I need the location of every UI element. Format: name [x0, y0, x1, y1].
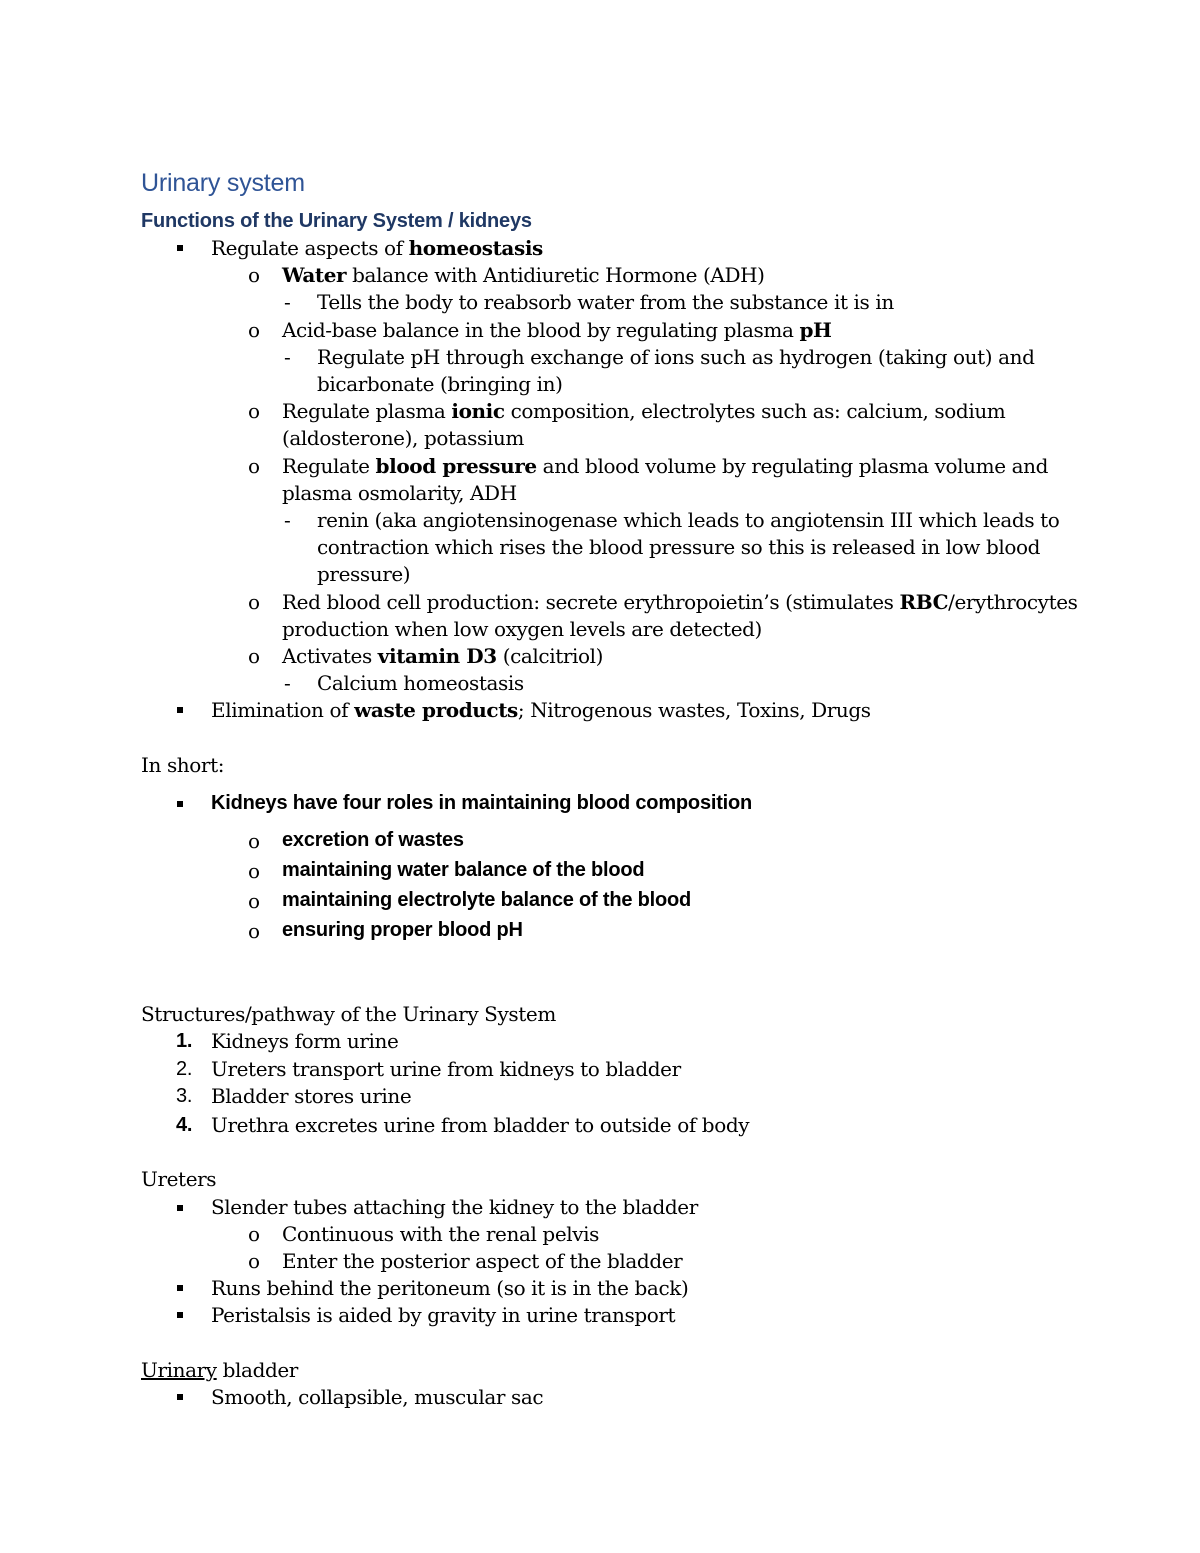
list-item: Enter the posterior aspect of the bladder: [282, 1249, 683, 1273]
list-item: Red blood cell production: secrete erythropoietin’s (stimulates RBC/erythrocytes: [282, 590, 1078, 614]
list-item-continuation: bicarbonate (bringing in): [317, 372, 563, 396]
bullet-dash-icon: -: [284, 290, 291, 314]
section-heading-functions: Functions of the Urinary System / kidneys: [141, 210, 532, 232]
list-number: 1.: [176, 1030, 193, 1052]
list-item: Tells the body to reabsorb water from the substance it is in: [317, 290, 894, 314]
list-item: Continuous with the renal pelvis: [282, 1222, 600, 1246]
list-number: 3.: [176, 1085, 193, 1107]
list-item: Urethra excretes urine from bladder to outside of body: [211, 1113, 750, 1137]
list-item: Smooth, collapsible, muscular sac: [211, 1385, 544, 1409]
list-item: Calcium homeostasis: [317, 671, 524, 695]
list-item: Regulate plasma ionic composition, electrolytes such as: calcium, sodium: [282, 399, 1006, 423]
bullet-circle-icon: o: [248, 919, 260, 943]
bullet-circle-icon: o: [248, 889, 260, 913]
list-item: Ureters transport urine from kidneys to bladder: [211, 1057, 681, 1081]
bullet-circle-icon: o: [248, 1222, 260, 1246]
list-number: 2.: [176, 1058, 193, 1080]
list-item: Runs behind the peritoneum (so it is in the back): [211, 1276, 689, 1300]
bullet-square-icon: [177, 707, 183, 713]
list-item-continuation: contraction which rises the blood pressure so this is released in low blood: [317, 535, 1041, 559]
bullet-circle-icon: o: [248, 454, 260, 478]
bullet-dash-icon: -: [284, 508, 291, 532]
list-item: maintaining water balance of the blood: [282, 859, 645, 881]
bullet-square-icon: [177, 1285, 183, 1291]
list-item: excretion of wastes: [282, 829, 464, 851]
bullet-circle-icon: o: [248, 829, 260, 853]
bullet-circle-icon: o: [248, 590, 260, 614]
bullet-circle-icon: o: [248, 263, 260, 287]
bullet-circle-icon: o: [248, 1249, 260, 1273]
list-item-continuation: production when low oxygen levels are detected): [282, 617, 762, 641]
bullet-dash-icon: -: [284, 671, 291, 695]
list-item: Elimination of waste products; Nitrogenous wastes, Toxins, Drugs: [211, 698, 871, 722]
list-item-continuation: pressure): [317, 562, 411, 586]
list-item-continuation: (aldosterone), potassium: [282, 426, 524, 450]
list-item: Peristalsis is aided by gravity in urine transport: [211, 1303, 676, 1327]
page-title: Urinary system: [141, 169, 305, 197]
list-item: Activates vitamin D3 (calcitriol): [282, 644, 604, 668]
list-item: Regulate blood pressure and blood volume by regulating plasma volume and: [282, 454, 1049, 478]
list-item: Bladder stores urine: [211, 1084, 412, 1108]
bullet-square-icon: [177, 1394, 183, 1400]
list-item: Kidneys form urine: [211, 1029, 399, 1053]
list-item: Water balance with Antidiuretic Hormone (ADH): [282, 263, 765, 287]
bullet-dash-icon: -: [284, 345, 291, 369]
list-item: renin (aka angiotensinogenase which leads to angiotensin III which leads to: [317, 508, 1060, 532]
list-item-continuation: plasma osmolarity, ADH: [282, 481, 517, 505]
bullet-square-icon: [177, 1205, 183, 1211]
list-item: Acid-base balance in the blood by regulating plasma pH: [282, 318, 832, 342]
section-heading-ureters: Ureters: [141, 1167, 217, 1191]
bullet-circle-icon: o: [248, 399, 260, 423]
list-item: Kidneys have four roles in maintaining blood composition: [211, 792, 753, 814]
list-number: 4.: [176, 1114, 193, 1136]
bullet-circle-icon: o: [248, 644, 260, 668]
list-item: Regulate aspects of homeostasis: [211, 236, 543, 260]
list-item: Slender tubes attaching the kidney to the bladder: [211, 1195, 698, 1219]
in-short-label: In short:: [141, 753, 225, 777]
bullet-circle-icon: o: [248, 318, 260, 342]
section-heading-bladder: Urinary bladder: [141, 1358, 298, 1382]
bullet-circle-icon: o: [248, 859, 260, 883]
list-item: maintaining electrolyte balance of the blood: [282, 889, 692, 911]
bullet-square-icon: [177, 245, 183, 251]
section-heading-structures: Structures/pathway of the Urinary System: [141, 1002, 556, 1026]
list-item: Regulate pH through exchange of ions such as hydrogen (taking out) and: [317, 345, 1035, 369]
bullet-square-icon: [177, 801, 183, 807]
list-item: ensuring proper blood pH: [282, 919, 523, 941]
bullet-square-icon: [177, 1312, 183, 1318]
